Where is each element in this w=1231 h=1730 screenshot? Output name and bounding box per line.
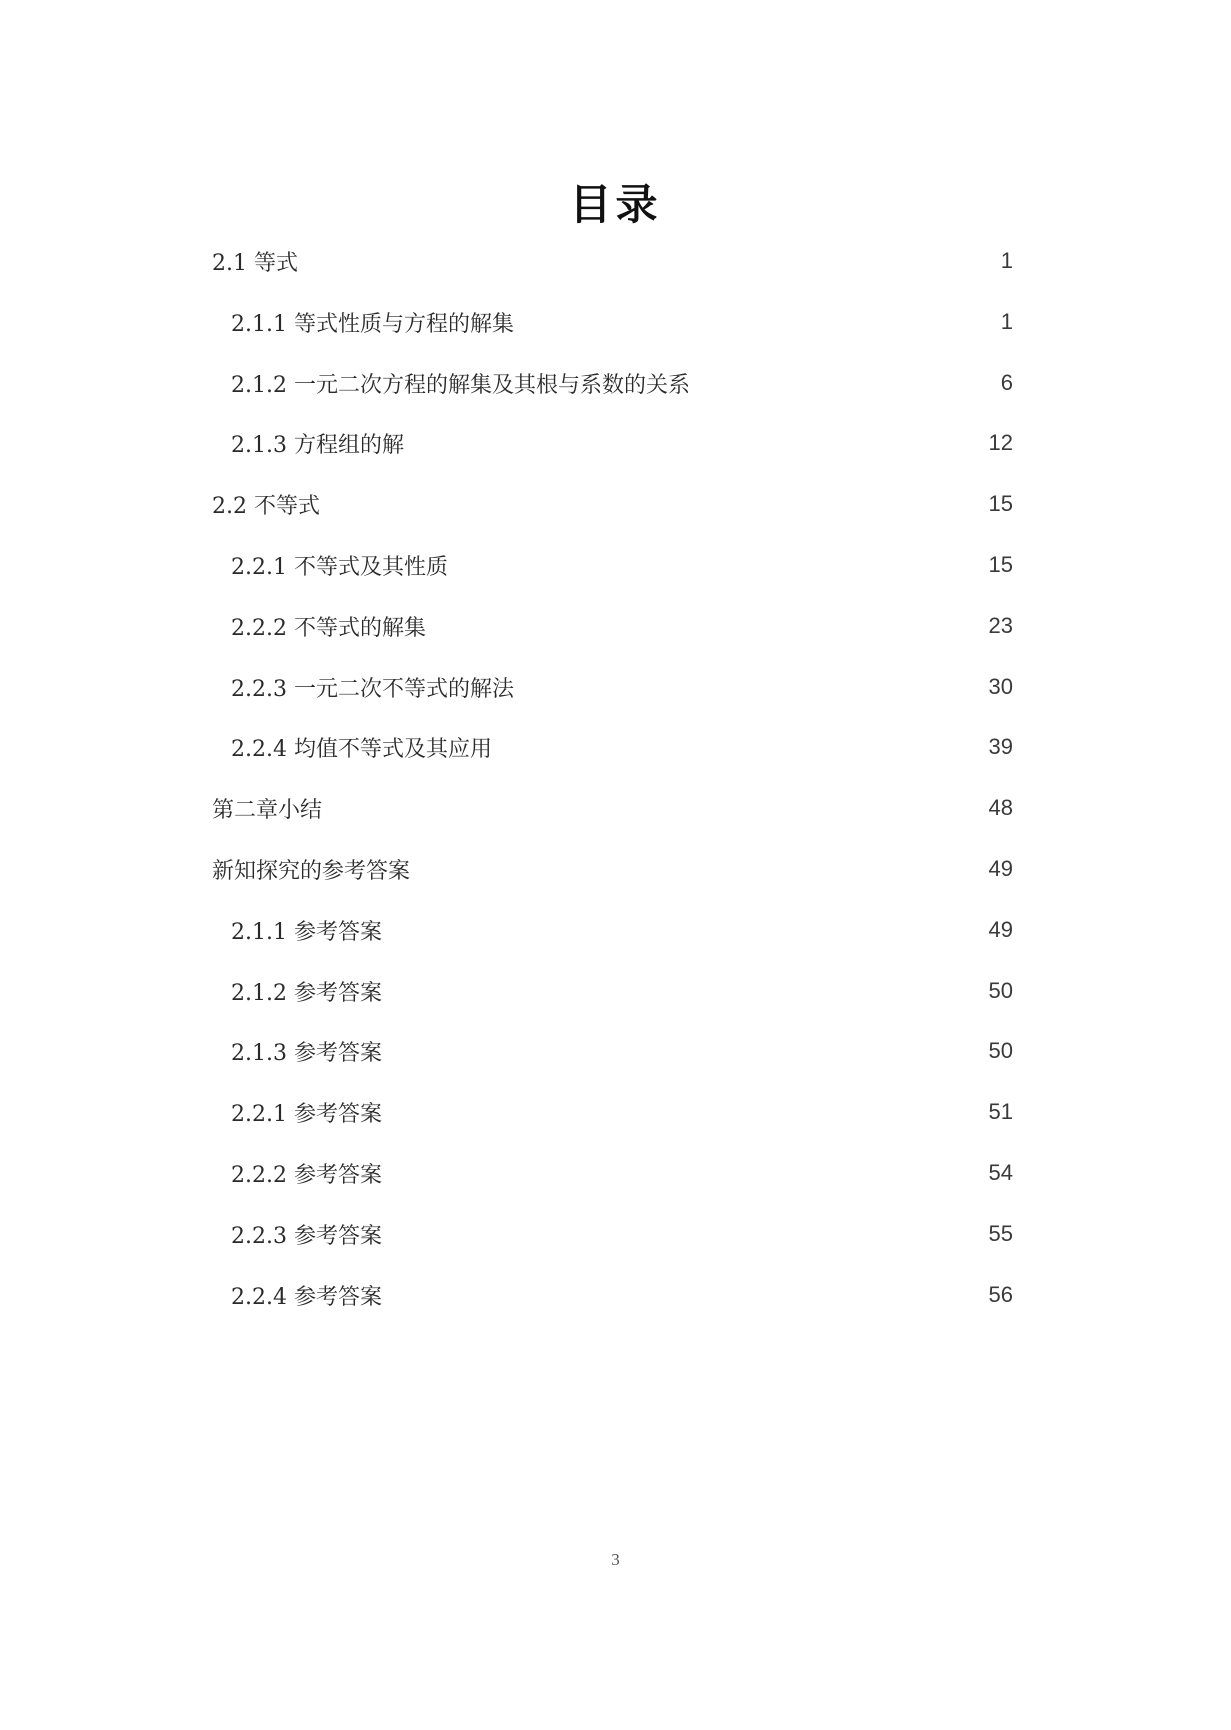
toc-entry[interactable] — [0, 479, 1231, 540]
toc-entry[interactable] — [0, 905, 1231, 966]
toc-entry-page: 1 — [1000, 308, 1013, 334]
toc-entry-label: 2.2.3 一元二次不等式的解法 — [231, 676, 514, 702]
toc-entry-page: 30 — [988, 673, 1013, 699]
toc-entry[interactable] — [0, 601, 1231, 662]
toc-entry-label: 第二章小结 — [212, 798, 323, 824]
toc-entry[interactable] — [0, 1148, 1231, 1209]
toc-entry[interactable] — [0, 1087, 1231, 1148]
toc-entry[interactable] — [0, 1209, 1231, 1270]
toc-entry[interactable] — [0, 844, 1231, 905]
toc-entry-page: 23 — [988, 612, 1013, 638]
toc-entry-page: 55 — [988, 1220, 1013, 1246]
toc-entry-label: 2.2.2 参考答案 — [231, 1162, 382, 1188]
toc-entry-label: 2.1.1 参考答案 — [231, 919, 382, 945]
toc-entry-page: 49 — [988, 855, 1013, 881]
toc-title: 目录 — [569, 180, 662, 229]
toc-entry-label: 2.2.2 不等式的解集 — [231, 615, 426, 641]
toc-entry[interactable] — [0, 297, 1231, 358]
toc-entry-page: 12 — [988, 430, 1013, 456]
toc-entry[interactable] — [0, 662, 1231, 723]
toc-entry-page: 50 — [988, 977, 1013, 1003]
toc-entry[interactable] — [0, 358, 1231, 419]
toc-entry[interactable] — [0, 783, 1231, 844]
toc-entry-page: 48 — [988, 795, 1013, 821]
toc-entry[interactable] — [0, 236, 1231, 297]
toc-entry-page: 51 — [988, 1099, 1013, 1125]
toc-entry-label: 2.2.3 参考答案 — [231, 1223, 382, 1249]
toc-entry[interactable] — [0, 1270, 1231, 1331]
toc-entry-label: 2.2.4 参考答案 — [231, 1284, 382, 1310]
toc-entry-label: 新知探究的参考答案 — [212, 858, 411, 884]
toc-entry-page: 56 — [988, 1281, 1013, 1307]
page-number: 3 — [611, 1550, 620, 1569]
toc-entry-label: 2.1.2 一元二次方程的解集及其根与系数的关系 — [231, 372, 690, 398]
toc-entry-label: 2.1 等式 — [212, 251, 298, 276]
toc-entry-page: 50 — [988, 1038, 1013, 1064]
toc-entry-label: 2.2.1 不等式及其性质 — [231, 554, 448, 580]
toc-entry[interactable] — [0, 966, 1231, 1027]
toc-entry[interactable] — [0, 722, 1231, 783]
toc-entry-page: 1 — [1000, 248, 1013, 273]
toc-entry[interactable] — [0, 418, 1231, 479]
toc-entry-label: 2.2 不等式 — [212, 494, 320, 520]
toc-entry-page: 54 — [988, 1159, 1013, 1185]
toc-entry[interactable] — [0, 1026, 1231, 1087]
toc-entry-page: 49 — [988, 916, 1013, 942]
toc-entry-label: 2.1.3 参考答案 — [231, 1041, 382, 1067]
toc-entry-page: 39 — [988, 734, 1013, 760]
toc-entry-page: 6 — [1000, 369, 1013, 395]
toc-entry-page: 15 — [988, 551, 1013, 577]
toc-entry-label: 2.2.4 均值不等式及其应用 — [231, 737, 492, 763]
toc-entry-label: 2.1.2 参考答案 — [231, 980, 382, 1006]
toc-entry-page: 15 — [988, 491, 1013, 517]
toc-list — [0, 236, 1231, 1330]
toc-entry-label: 2.1.3 方程组的解 — [231, 433, 404, 459]
toc-entry-label: 2.2.1 参考答案 — [231, 1102, 382, 1128]
toc-entry[interactable] — [0, 540, 1231, 601]
toc-entry-label: 2.1.1 等式性质与方程的解集 — [231, 311, 514, 337]
